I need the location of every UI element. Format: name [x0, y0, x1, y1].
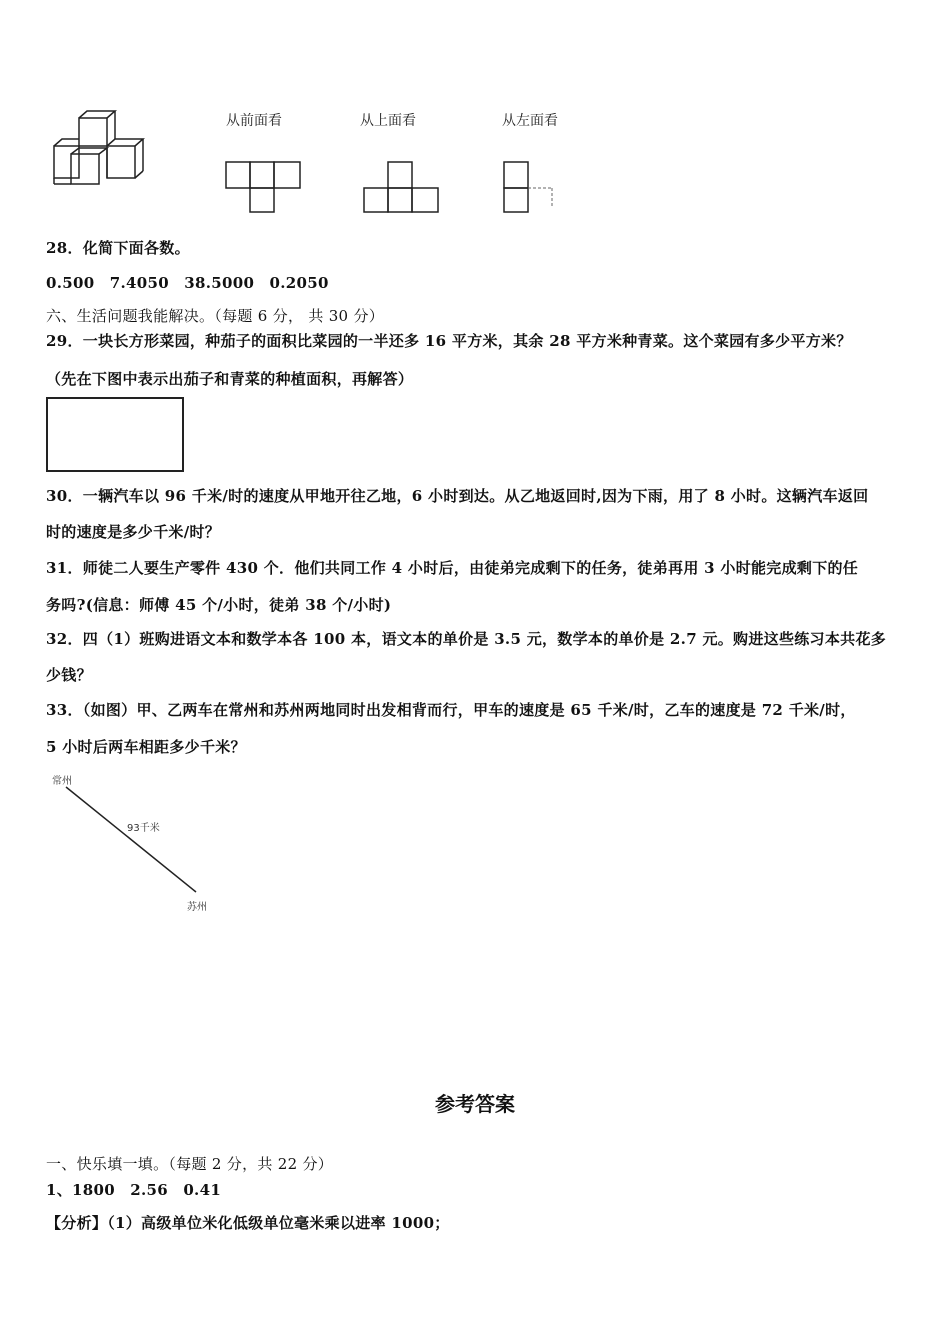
- answer-1-analysis: 【分析】（1）高级单位米化低级单位毫米乘以进率 1000；: [46, 1214, 450, 1232]
- question-30-line2: 时的速度是多少千米/时？: [46, 523, 221, 541]
- cube-stack-figure: [46, 108, 156, 188]
- left-view-figure: [502, 160, 558, 216]
- question-29-line2: （先在下图中表示出茄子和青菜的种植面积，再解答）: [46, 370, 414, 388]
- top-view-figure: [362, 160, 442, 215]
- question-33-line2: 5 小时后两车相距多少千米？: [46, 738, 246, 756]
- question-31-line1: 31．师徒二人要生产零件 430 个．他们共同工作 4 小时后，由徒弟完成剩下的任务，徒弟再用 3 小时能完成剩下的任: [46, 559, 859, 577]
- front-view-figure: [224, 160, 304, 215]
- view-label-left: 从左面看: [502, 113, 558, 129]
- question-28: 28．化简下面各数。: [46, 239, 190, 257]
- question-32-line2: 少钱？: [46, 666, 92, 684]
- distance-label: 93千米: [127, 823, 160, 834]
- answer-1: 1、1800 2.56 0.41: [46, 1181, 222, 1199]
- question-33-line1: 33．（如图）甲、乙两车在常州和苏州两地同时出发相背而行，甲车的速度是 65 千米/时，乙车的速度是 72 千米/时，: [46, 701, 856, 719]
- question-30-line1: 30．一辆汽车以 96 千米/时的速度从甲地开往乙地，6 小时到达。从乙地返回时,因为下雨，用了 8 小时。这辆汽车返回: [46, 487, 869, 505]
- city-changzhou-label: 常州: [52, 776, 72, 787]
- city-suzhou-label: 苏州: [187, 902, 207, 913]
- view-label-front: 从前面看: [226, 113, 282, 129]
- answers-section-1: 一、快乐填一填。（每题 2 分，共 22 分）: [46, 1155, 334, 1173]
- question-31-line2: 务吗?(信息：师傅 45 个/小时，徒弟 38 个/小时): [46, 596, 392, 614]
- view-label-top: 从上面看: [360, 113, 416, 129]
- route-line: [46, 770, 216, 910]
- section-6-heading: 六、生活问题我能解决。（每题 6 分， 共 30 分）: [46, 307, 385, 325]
- question-32-line1: 32．四（1）班购进语文本和数学本各 100 本，语文本的单价是 3.5 元，数学本的单价是 2.7 元。购进这些练习本共花多: [46, 630, 887, 648]
- garden-rectangle: [46, 397, 184, 472]
- question-29-line1: 29．一块长方形菜园，种茄子的面积比菜园的一半还多 16 平方米，其余 28 平方米种青菜。这个菜园有多少平方米？: [46, 332, 852, 350]
- question-28-numbers: 0.500 7.4050 38.5000 0.2050: [46, 274, 329, 292]
- answers-title: 参考答案: [435, 1092, 515, 1116]
